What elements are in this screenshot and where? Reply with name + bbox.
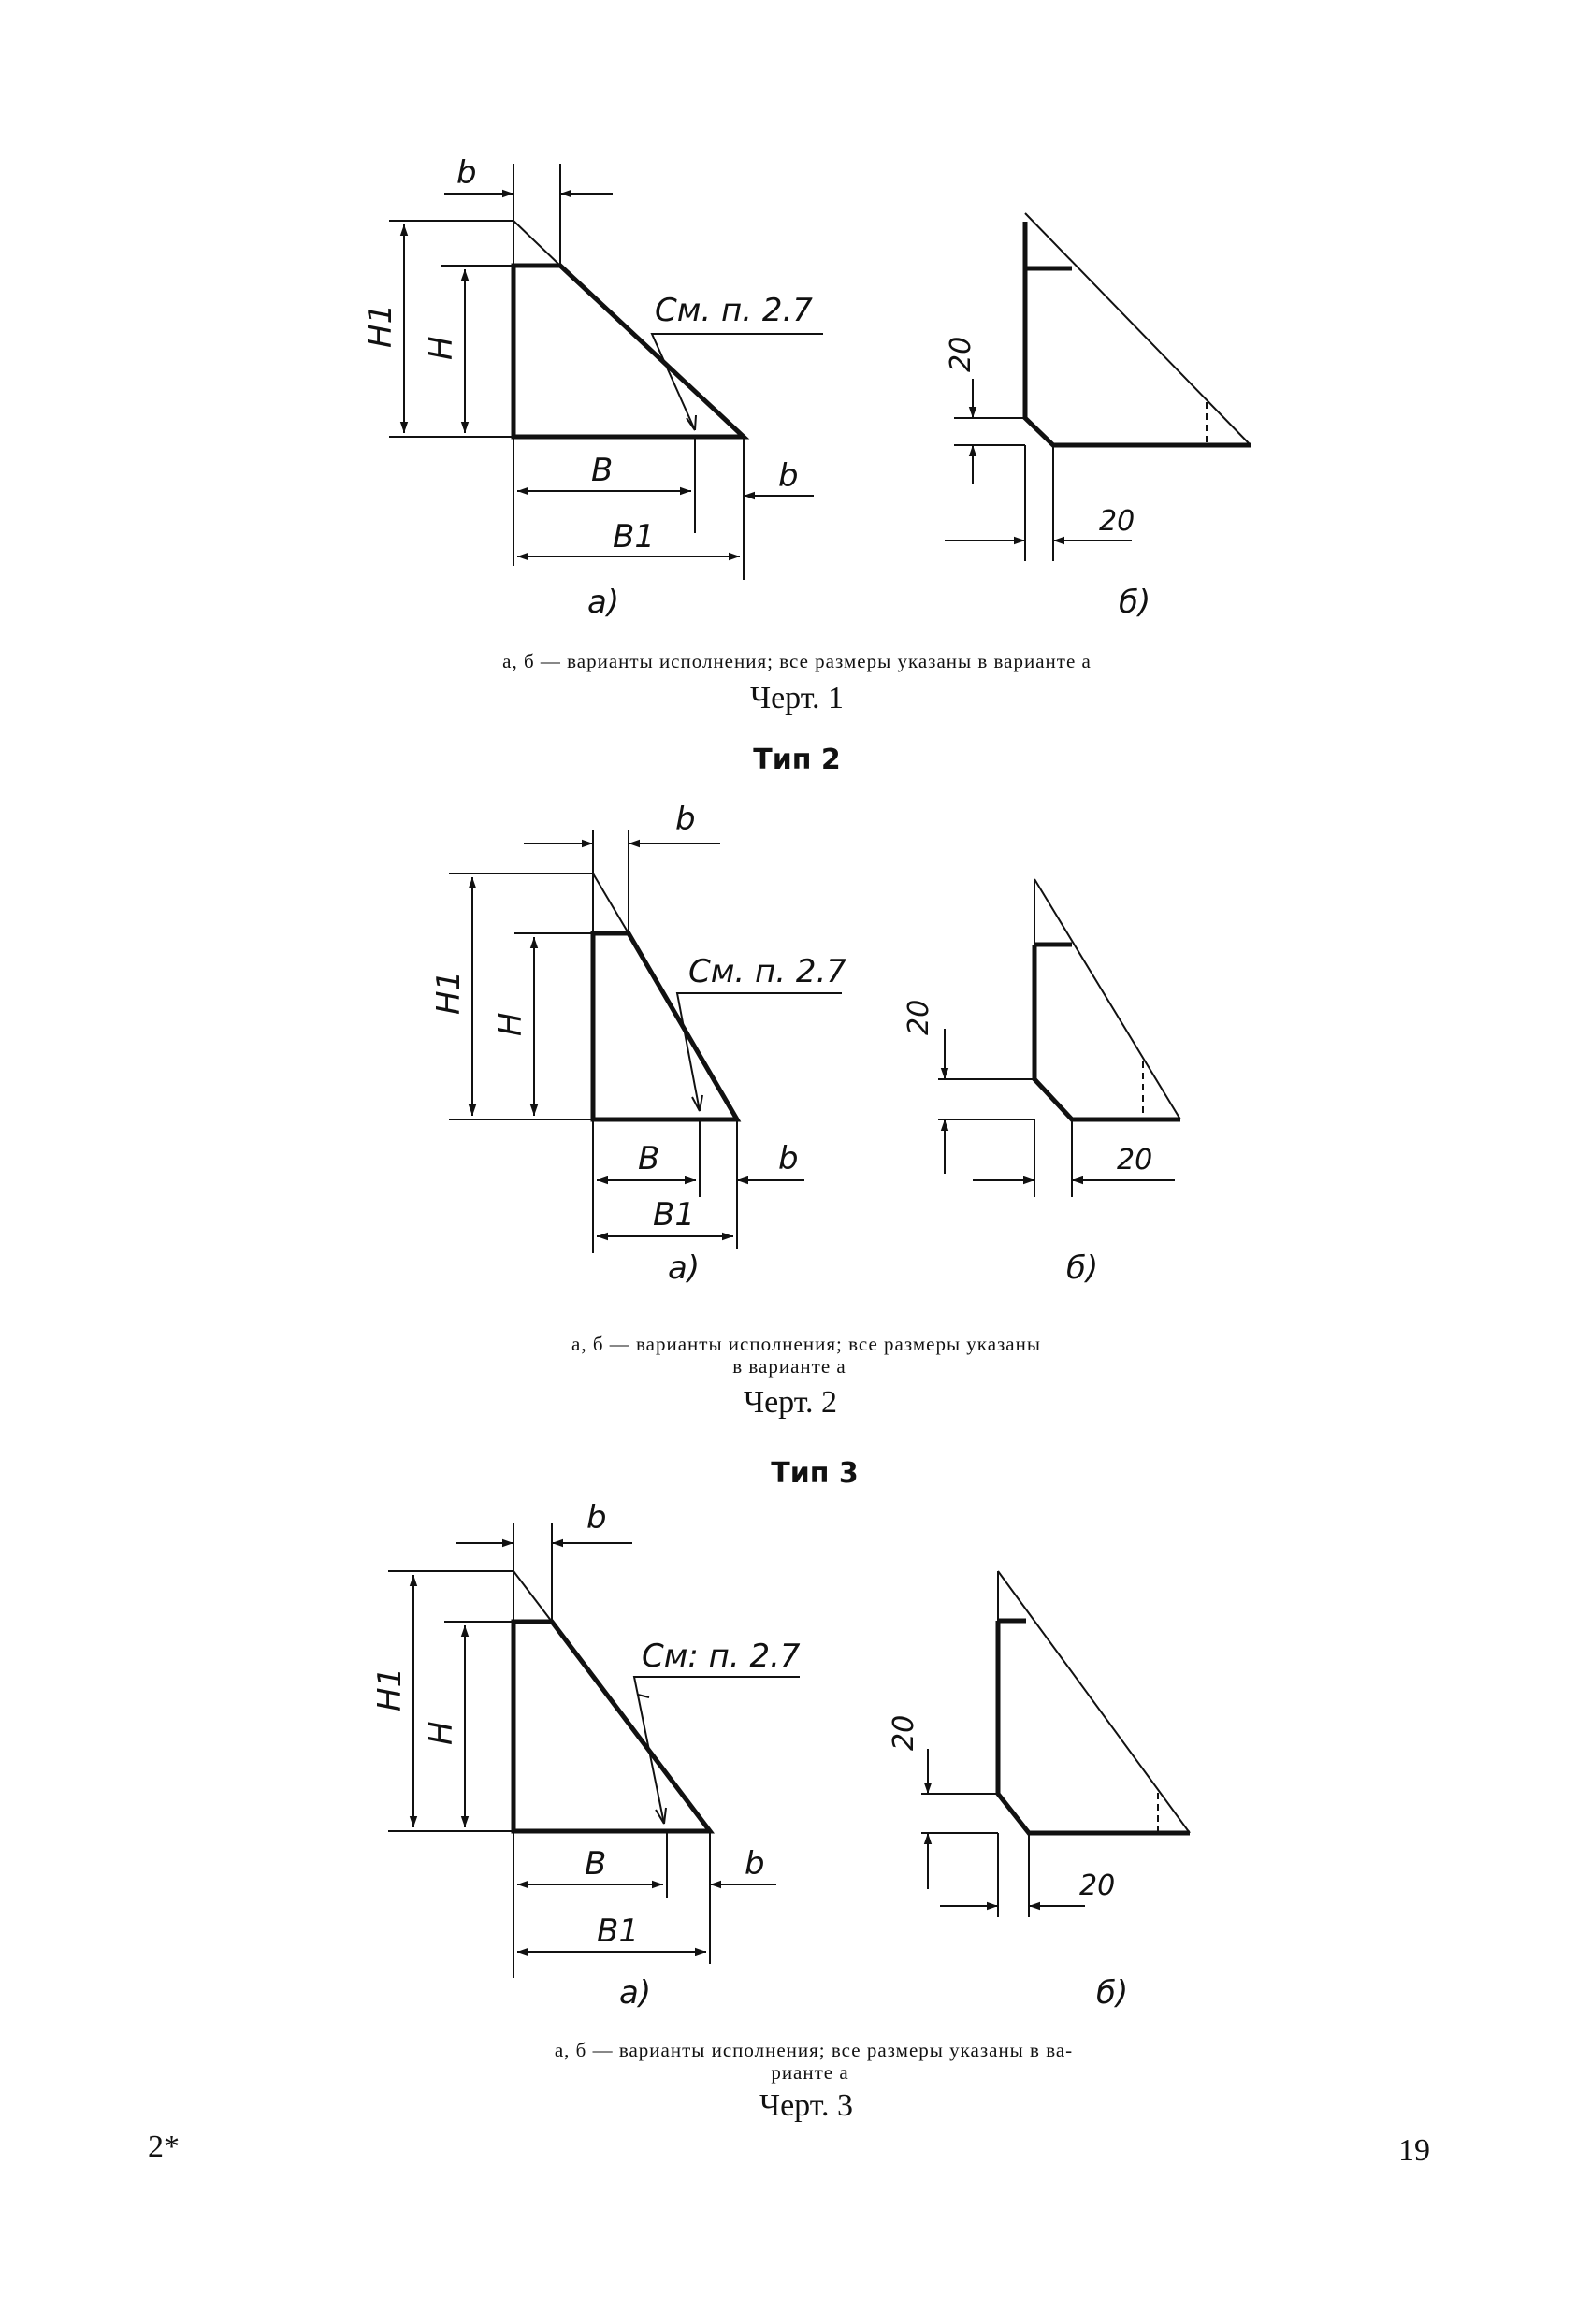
dim-B: B bbox=[585, 1845, 607, 1883]
variant-b-label: б) bbox=[1096, 1974, 1129, 2012]
figure-3-caption-line-1: а, б — варианты исполнения; все размеры указаны в ва- bbox=[554, 2039, 1074, 2061]
variant-b-label: б) bbox=[1066, 1249, 1099, 1287]
figure-1-variant-b bbox=[945, 213, 1251, 621]
dim-B: B bbox=[638, 1140, 660, 1177]
type-3-title: Тип 3 bbox=[771, 1457, 859, 1490]
figure-1 bbox=[362, 154, 1251, 715]
sheet-signature-mark: 2* bbox=[148, 2129, 180, 2164]
page-number: 19 bbox=[1398, 2133, 1430, 2168]
dim-B1: B1 bbox=[613, 518, 655, 556]
figure-3 bbox=[371, 1499, 1190, 2123]
dim-b-top: b bbox=[586, 1499, 607, 1537]
dim-b-bottom: b bbox=[745, 1845, 765, 1883]
dim-B1: B1 bbox=[653, 1196, 695, 1234]
dim-h1: H1 bbox=[362, 303, 399, 348]
figure-1-variant-a bbox=[362, 154, 823, 621]
dim-b-top: b bbox=[456, 154, 477, 192]
figure-2-caption-line-2: в варианте а bbox=[732, 1355, 846, 1378]
dim-20-horizontal: 20 bbox=[1079, 1869, 1116, 1902]
dim-B1: B1 bbox=[597, 1913, 639, 1950]
figure-2-caption-line-1: а, б — варианты исполнения; все размеры указаны bbox=[571, 1333, 1041, 1355]
figure-3-variant-a bbox=[371, 1499, 801, 2012]
figure-2-variant-b bbox=[903, 879, 1180, 1287]
figure-2-variant-a bbox=[430, 801, 846, 1287]
dim-20-vertical: 20 bbox=[888, 1714, 920, 1751]
dim-h: H bbox=[492, 1012, 529, 1036]
dim-20-vertical: 20 bbox=[945, 336, 977, 372]
variant-a-label: а) bbox=[587, 584, 620, 621]
figure-2 bbox=[430, 801, 1180, 1420]
dim-h1: H1 bbox=[371, 1667, 409, 1711]
variant-a-label: а) bbox=[668, 1249, 701, 1287]
type-2-title: Тип 2 bbox=[753, 743, 841, 776]
reference-label: См: п. 2.7 bbox=[642, 1638, 801, 1675]
reference-label: См. п. 2.7 bbox=[655, 292, 813, 329]
dim-20-vertical: 20 bbox=[903, 999, 935, 1035]
variant-b-label: б) bbox=[1119, 584, 1151, 621]
figure-1-number: Черт. 1 bbox=[749, 681, 845, 715]
figure-3-variant-b bbox=[888, 1571, 1190, 2012]
dim-20-horizontal: 20 bbox=[1099, 505, 1135, 538]
dim-b-bottom: b bbox=[778, 1140, 799, 1177]
variant-a-label: а) bbox=[619, 1974, 652, 2012]
figure-1-caption: а, б — варианты исполнения; все размеры указаны в варианте а bbox=[502, 650, 1092, 672]
dim-B: B bbox=[591, 452, 614, 489]
reference-label: См. п. 2.7 bbox=[688, 953, 846, 990]
figure-3-number: Черт. 3 bbox=[759, 2088, 854, 2123]
figure-3-caption-line-2: рианте а bbox=[771, 2061, 849, 2084]
dim-20-horizontal: 20 bbox=[1117, 1144, 1153, 1176]
dim-h: H bbox=[423, 1721, 460, 1745]
dim-h1: H1 bbox=[430, 970, 468, 1015]
dim-h: H bbox=[423, 336, 460, 360]
figure-2-number: Черт. 2 bbox=[743, 1385, 838, 1420]
dim-b-top: b bbox=[675, 801, 696, 838]
dim-b-bottom: b bbox=[778, 457, 799, 495]
